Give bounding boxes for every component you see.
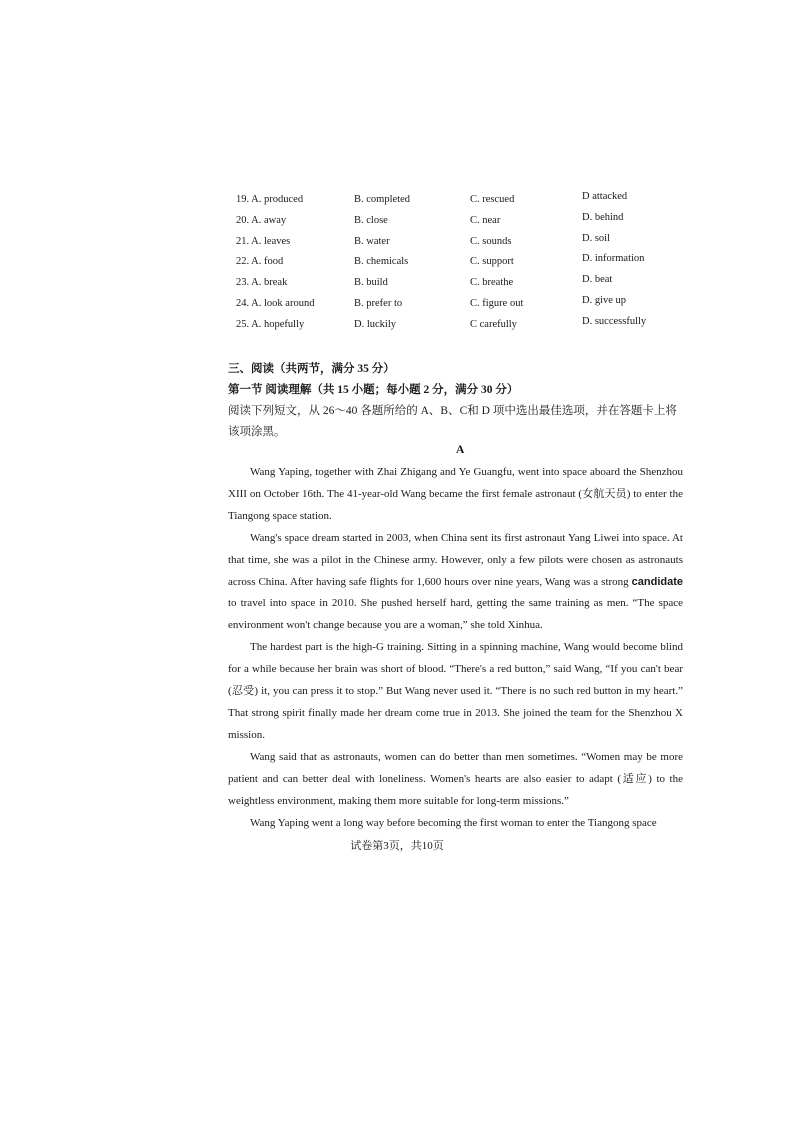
option-row-19 bbox=[236, 191, 706, 212]
paragraph-text: Wang's space dream started in 2003, when China sent its first astronaut Yang Liwei into space. At that time, she was a pilot in the Chinese army. However, only a few pilots were chosen as astronauts across China. After having safe flights for 1,600 hours over nine years, Wang was a strong bbox=[228, 531, 683, 588]
option-c: C. breathe bbox=[470, 277, 514, 289]
option-c: C. figure out bbox=[470, 297, 524, 309]
option-row-25 bbox=[236, 316, 706, 337]
option-b: B. close bbox=[354, 214, 388, 226]
option-c: C. support bbox=[470, 256, 514, 268]
answer-options-table bbox=[236, 191, 706, 337]
option-d: D. successfully bbox=[582, 315, 647, 327]
option-row-24 bbox=[236, 295, 706, 316]
option-row-22 bbox=[236, 253, 706, 274]
option-b: B. water bbox=[354, 235, 390, 247]
option-row-20 bbox=[236, 212, 706, 233]
option-a: 24. A. look around bbox=[236, 297, 315, 309]
option-c: C. sounds bbox=[470, 235, 512, 247]
option-b: B. chemicals bbox=[354, 256, 409, 268]
option-d: D. behind bbox=[582, 211, 624, 223]
subsection-title: 第一节 阅读理解（共 15 小题；每小题 2 分，满分 30 分） bbox=[228, 384, 519, 396]
option-c: C carefully bbox=[470, 318, 517, 330]
option-a: 25. A. hopefully bbox=[236, 318, 305, 330]
option-row-23 bbox=[236, 274, 706, 295]
instructions: 阅读下列短文，从 26～40 各题所给的 A、B、C和 D 项中选出最佳选项，并在答题卡上将该项涂黑。 bbox=[228, 405, 677, 438]
passage-paragraph-3: The hardest part is the high-G training. Sitting in a spinning machine, Wang would become blind for a while because her brain was short of blood. “There's a red button,” said Wang, “If you can't bear (忍受) it, you can press it to stop.” But Wang never used it. “There is no such red button in my heart.” That strong spirit finally made her dream come true in 2013. She joined the team for the Shenzhou X mission. bbox=[228, 641, 683, 741]
option-a: 20. A. away bbox=[236, 214, 287, 226]
option-d: D attacked bbox=[582, 191, 628, 202]
passage-paragraph-2 bbox=[228, 528, 683, 638]
reading-passage bbox=[228, 462, 683, 834]
option-a: 19. A. produced bbox=[236, 194, 304, 205]
option-a: 23. A. break bbox=[236, 277, 288, 289]
option-b: B. prefer to bbox=[354, 297, 403, 309]
option-b: B. completed bbox=[354, 194, 410, 205]
option-d: D. soil bbox=[582, 232, 611, 244]
option-a: 21. A. leaves bbox=[236, 235, 291, 247]
option-d: D. information bbox=[582, 253, 645, 265]
option-b: B. build bbox=[354, 277, 388, 289]
option-a: 22. A. food bbox=[236, 256, 284, 268]
option-c: C. near bbox=[470, 214, 501, 226]
section-title: 三、阅读（共两节，满分 35 分） bbox=[228, 363, 395, 375]
passage-paragraph-1: Wang Yaping, together with Zhai Zhigang and Ye Guangfu, went into space aboard the Shenzhou XIII on October 16th. The 41-year-old Wang became the first female astronaut (女航天员) to enter the Tiangong space station. bbox=[228, 466, 683, 522]
option-b: D. luckily bbox=[354, 318, 396, 330]
option-d: D. beat bbox=[582, 274, 613, 286]
passage-paragraph-5: Wang Yaping went a long way before becoming the first woman to enter the Tiangong space bbox=[250, 816, 657, 829]
option-row-21 bbox=[236, 233, 706, 254]
option-d: D. give up bbox=[582, 294, 627, 306]
highlighted-keyword: candidate bbox=[631, 575, 683, 588]
paragraph-text: to travel into space in 2010. She pushed herself hard, getting the same training as men. “The space environment won't change because you are a woman,” she told Xinhua. bbox=[228, 597, 683, 632]
passage-label: A bbox=[456, 444, 465, 456]
page-footer: 试卷第3页，共10页 bbox=[350, 840, 444, 852]
passage-paragraph-4: Wang said that as astronauts, women can do better than men sometimes. “Women may be more patient and can better deal with loneliness. Women's hearts are also easier to adapt (适应) to the weightless environment, making them more suitable for long-term missions.” bbox=[228, 750, 683, 807]
option-c: C. rescued bbox=[470, 194, 515, 205]
